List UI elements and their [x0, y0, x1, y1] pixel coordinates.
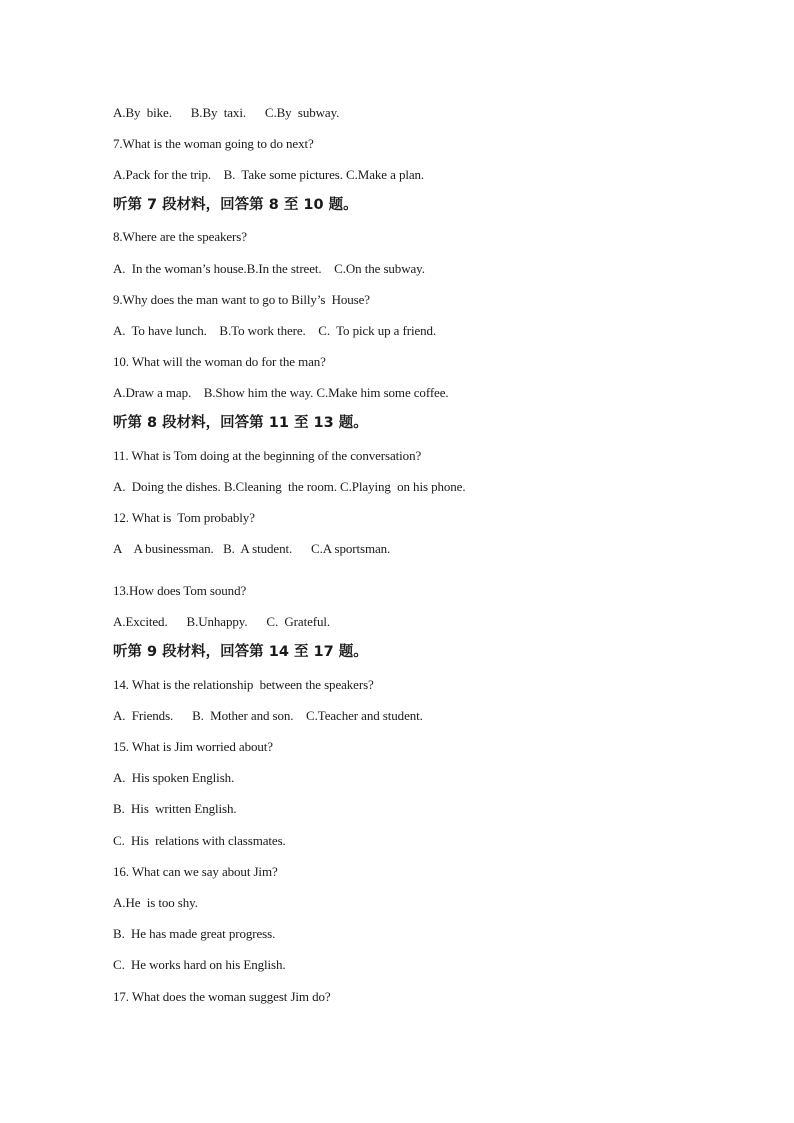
option-line-q12: A A businessman. B. A student. C.A sportsman. — [113, 541, 391, 556]
option-q15-a: A. His spoken English. — [113, 770, 235, 785]
section-heading-8: 听第 8 段材料，回答第 11 至 13 题。 — [113, 415, 368, 431]
section-heading-9: 听第 9 段材料，回答第 14 至 17 题。 — [113, 644, 368, 660]
option-line-q10: A.Draw a map. B.Show him the way. C.Make him some coffee. — [113, 385, 449, 400]
option-line-q11: A. Doing the dishes. B.Cleaning the room. C.Playing on his phone. — [113, 479, 466, 494]
option-q15-c: C. His relations with classmates. — [113, 833, 286, 848]
option-line-q8: A. In the woman’s house.B.In the street. C.On the subway. — [113, 261, 425, 276]
option-q16-a: A.He is too shy. — [113, 895, 198, 910]
question-9: 9.Why does the man want to go to Billy’s House? — [113, 292, 370, 307]
question-15: 15. What is Jim worried about? — [113, 739, 273, 754]
question-16: 16. What can we say about Jim? — [113, 864, 278, 879]
option-line-q6: A.By bike. B.By taxi. C.By subway. — [113, 105, 340, 120]
question-17: 17. What does the woman suggest Jim do? — [113, 989, 331, 1004]
question-13: 13.How does Tom sound? — [113, 583, 247, 598]
option-line-q13: A.Excited. B.Unhappy. C. Grateful. — [113, 614, 331, 629]
question-14: 14. What is the relationship between the speakers? — [113, 677, 374, 692]
question-7: 7.What is the woman going to do next? — [113, 136, 314, 151]
option-q16-c: C. He works hard on his English. — [113, 957, 286, 972]
question-8: 8.Where are the speakers? — [113, 229, 247, 244]
section-heading-7: 听第 7 段材料，回答第 8 至 10 题。 — [113, 197, 358, 213]
option-q15-b: B. His written English. — [113, 801, 237, 816]
option-line-q7: A.Pack for the trip. B. Take some pictures. C.Make a plan. — [113, 167, 425, 182]
option-line-q14: A. Friends. B. Mother and son. C.Teacher and student. — [113, 708, 423, 723]
question-10: 10. What will the woman do for the man? — [113, 354, 326, 369]
question-11: 11. What is Tom doing at the beginning of the conversation? — [113, 448, 422, 463]
option-line-q9: A. To have lunch. B.To work there. C. To pick up a friend. — [113, 323, 437, 338]
question-12: 12. What is Tom probably? — [113, 510, 255, 525]
option-q16-b: B. He has made great progress. — [113, 926, 276, 941]
